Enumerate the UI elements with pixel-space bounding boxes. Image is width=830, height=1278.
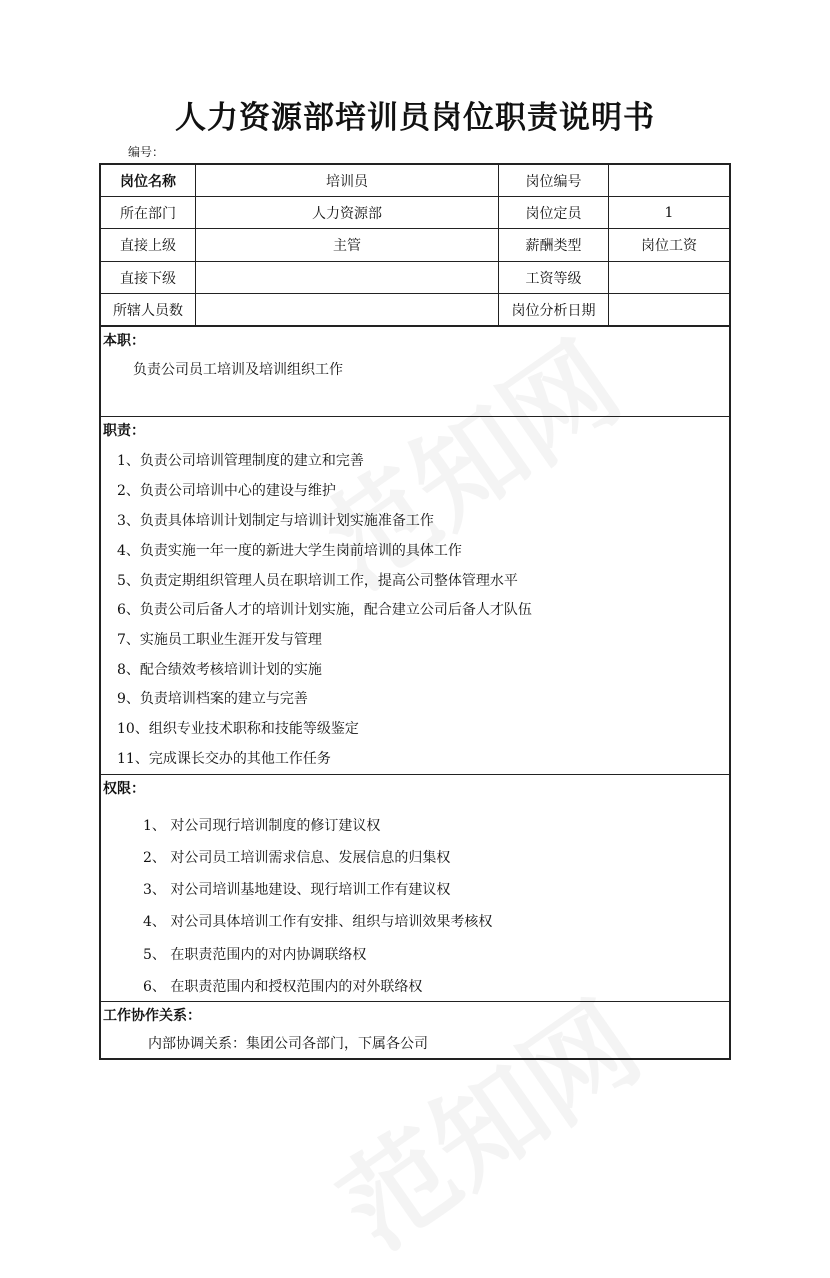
label-direct-superior: 直接上级 xyxy=(120,238,176,254)
duty-item: 10、组织专业技术职称和技能等级鉴定 xyxy=(117,721,359,737)
authority-item: 4、 对公司具体培训工作有安排、组织与培训效果考核权 xyxy=(143,914,493,930)
authority-item: 1、 对公司现行培训制度的修订建议权 xyxy=(143,818,381,834)
value-salary-type: 岗位工资 xyxy=(641,238,697,254)
label-direct-subordinate: 直接下级 xyxy=(120,270,176,287)
value-direct-subordinate xyxy=(196,262,498,293)
duty-item: 7、实施员工职业生涯开发与管理 xyxy=(117,632,322,648)
value-direct-superior: 主管 xyxy=(333,238,361,254)
value-position-name: 培训员 xyxy=(326,173,368,190)
section-label-duties: 职责： xyxy=(103,423,145,439)
value-department: 人力资源部 xyxy=(312,205,382,222)
value-staff-count xyxy=(196,294,498,325)
value-analysis-date xyxy=(609,294,729,325)
section-label-collaboration: 工作协作关系： xyxy=(103,1008,201,1024)
duty-item: 5、负责定期组织管理人员在职培训工作，提高公司整体管理水平 xyxy=(117,573,518,589)
label-department: 所在部门 xyxy=(120,205,176,222)
label-headcount: 岗位定员 xyxy=(525,205,582,222)
collaboration-text: 内部协调关系：集团公司各部门，下属各公司 xyxy=(148,1036,428,1052)
authority-item: 6、 在职责范围内和授权范围内的对外联络权 xyxy=(143,979,423,995)
doc-number-label: 编号： xyxy=(128,145,165,159)
duty-item: 3、负责具体培训计划制定与培训计划实施准备工作 xyxy=(117,513,434,529)
duty-item: 2、负责公司培训中心的建设与维护 xyxy=(117,483,336,499)
duty-item: 8、配合绩效考核培训计划的实施 xyxy=(117,662,322,678)
duty-item: 11、完成课长交办的其他工作任务 xyxy=(117,751,331,767)
value-headcount: 1 xyxy=(664,204,674,221)
responsibility-table xyxy=(99,163,731,1060)
duty-item: 1、负责公司培训管理制度的建立和完善 xyxy=(117,453,364,469)
section-label-core-duty: 本职： xyxy=(103,333,145,349)
core-duty-text: 负责公司员工培训及培训组织工作 xyxy=(133,362,343,378)
duty-item: 4、负责实施一年一度的新进大学生岗前培训的具体工作 xyxy=(117,543,462,559)
value-position-code xyxy=(609,165,729,196)
document-title: 人力资源部培训员岗位职责说明书 xyxy=(175,100,655,136)
authority-item: 5、 在职责范围内的对内协调联络权 xyxy=(143,947,367,963)
label-salary-type: 薪酬类型 xyxy=(525,238,582,254)
authority-item: 3、 对公司培训基地建设、现行培训工作有建议权 xyxy=(143,882,451,898)
duty-item: 6、负责公司后备人才的培训计划实施，配合建立公司后备人才队伍 xyxy=(117,602,532,618)
duty-item: 9、负责培训档案的建立与完善 xyxy=(117,691,308,707)
authority-item: 2、 对公司员工培训需求信息、发展信息的归集权 xyxy=(143,850,451,866)
label-analysis-date: 岗位分析日期 xyxy=(511,302,596,319)
label-position-name: 岗位名称 xyxy=(120,173,176,190)
label-salary-grade: 工资等级 xyxy=(525,270,582,287)
label-staff-count: 所辖人员数 xyxy=(113,302,183,319)
section-label-authority: 权限： xyxy=(103,781,145,797)
value-salary-grade xyxy=(609,262,729,293)
label-position-code: 岗位编号 xyxy=(525,173,582,190)
